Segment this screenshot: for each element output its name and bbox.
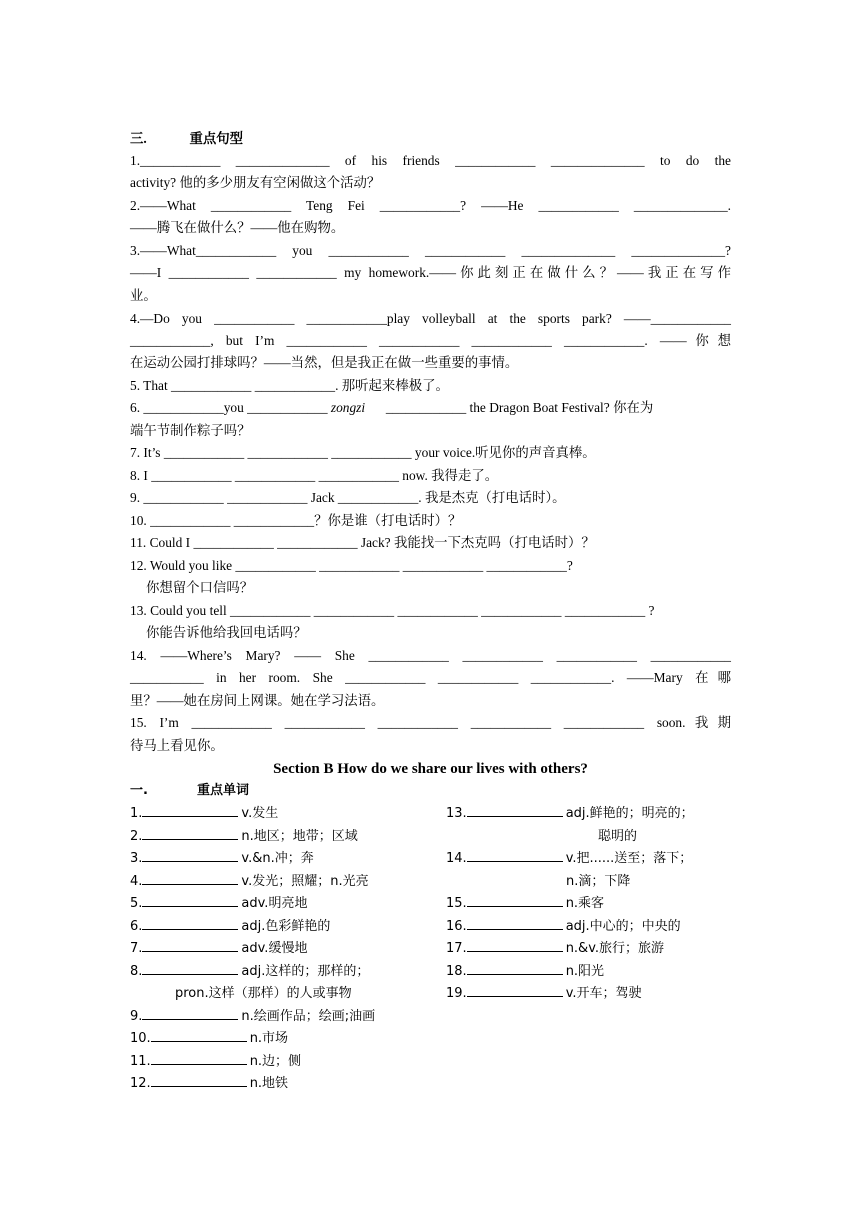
vocab-number: 3. [130,851,143,866]
sentence-line: 10. ____________ ____________？你是谁（打电话时）？ [130,513,462,528]
vocab-item [446,983,642,1005]
sentence-line: 业。 [130,288,157,303]
vocab-definition: n.边；侧 [249,1054,302,1069]
vocab-item [130,803,278,825]
vocab-blank[interactable] [467,917,563,930]
sentence-line: 15. I’m ____________ ____________ ____________ ____________ ____________ soon.我期 [130,715,731,730]
sentence-line: 11. Could I ____________ ____________ Jack? 我能找一下杰克吗（打电话时）？ [130,535,595,550]
vocab-item [446,938,664,960]
sentence-line: 在运动公园打排球吗？——当然，但是我正在做一些重要的事情。 [130,355,519,370]
sentence-line: 12. Would you like ____________ ____________ ____________ ____________? [130,558,573,573]
sentence-line: ——腾飞在做什么？——他在购物。 [130,220,345,235]
sentence-line: 你能告诉他给我回电话吗？ [146,625,307,640]
sentence-part: ____________ the Dragon Boat Festival? 你在为 [385,400,654,415]
vocab-number: 11. [130,1054,151,1069]
vocab-definition: v.发光；照耀；n.光亮 [241,874,369,889]
vocab-blank[interactable] [142,849,238,862]
vocab-number: 15. [446,896,467,911]
vocab-item [130,1051,301,1073]
vocab-item [130,871,369,893]
sentence-line: 4.—Do you ____________ ____________play volleyball at the sports park? ——____________ [130,311,731,326]
vocab-definition: n.绘画作品；绘画;油画 [241,1009,376,1024]
vocab-definition: adv.明亮地 [241,896,308,911]
sentence-line: 里？——她在房间上网课。她在学习法语。 [130,693,385,708]
vocab-definition: v.开车；驾驶 [565,986,642,1001]
section-heading-number: 三. [130,131,147,146]
vocab-blank[interactable] [467,894,563,907]
vocab-item [130,1006,375,1028]
vocab-blank[interactable] [151,1029,247,1042]
vocab-heading-number: 一. [130,783,148,798]
vocab-definition: n.&v.旅行；旅游 [565,941,665,956]
vocab-number: 13. [446,806,467,821]
vocab-item [130,938,307,960]
vocab-item [130,893,307,915]
vocab-number: 7. [130,941,143,956]
vocab-blank[interactable] [467,962,563,975]
vocab-number: 19. [446,986,467,1001]
sentence-line: 待马上看见你。 [130,738,224,753]
vocab-blank[interactable] [151,1052,247,1065]
vocab-item [446,961,604,983]
vocab-item [446,916,681,938]
vocab-definition: n.阳光 [565,964,605,979]
sentence-line: 2.——What ____________ Teng Fei ____________? ——He ____________ ______________. [130,198,731,213]
sentence-line: ___________ in her room. She ____________ ____________ ____________. ——Mary 在哪 [130,670,731,685]
vocab-item [130,848,314,870]
vocab-blank[interactable] [142,894,238,907]
sentence-line: 14. ——Where’s Mary? —— She ____________ ____________ ____________ ____________ [130,648,731,663]
vocab-blank[interactable] [467,804,563,817]
vocab-number: 8. [130,964,143,979]
sentence-line: 5. That ____________ ____________. 那听起来棒极了。 [130,378,449,393]
section-heading [130,128,731,150]
vocab-definition: v.&n.冲；奔 [241,851,314,866]
sentence-part: 6. ____________you ____________ [130,400,328,415]
section-b-title: Section B How do we share our lives with others? [273,761,588,777]
vocab-definition-continued: pron.这样（那样）的人或事物 [175,986,352,1001]
vocab-blank[interactable] [151,1074,247,1087]
sentence-line: 3.——What____________ you ____________ ____________ ______________ ______________? [130,243,731,258]
sentence-line-6 [130,397,731,419]
sentence-line: 端午节制作粽子吗？ [130,423,251,438]
sentence-line: 你想留个口信吗？ [146,580,254,595]
vocab-item [130,916,330,938]
vocab-definition: adv.缓慢地 [241,941,308,956]
vocab-number: 10. [130,1031,151,1046]
sentence-line: 7. It’s ____________ ____________ ____________ your voice.听见你的声音真棒。 [130,445,596,460]
vocab-number: 9. [130,1009,143,1024]
vocab-number: 2. [130,829,143,844]
vocab-definition: n.乘客 [565,896,605,911]
vocab-item [130,1073,288,1095]
sentence-line: 8. I ____________ ____________ ____________ now. 我得走了。 [130,468,499,483]
vocab-definition: n.地区；地带；区域 [241,829,358,844]
vocab-definition: v.把......送至；落下； [565,851,693,866]
vocab-blank[interactable] [142,872,238,885]
vocab-blank[interactable] [142,962,238,975]
vocab-item [130,1028,288,1050]
vocab-number: 5. [130,896,143,911]
vocab-item [446,803,694,825]
vocab-blank[interactable] [142,917,238,930]
vocab-definition-continued: n.滴；下降 [566,874,631,889]
vocab-heading-text: 重点单词 [197,783,250,798]
vocab-heading [130,780,731,802]
vocab-definition: v.发生 [241,806,279,821]
sentence-line: ____________, but I’m ____________ ____________ ____________ ____________. ——你想 [130,333,731,348]
vocab-blank[interactable] [142,939,238,952]
vocab-definition: n.市场 [249,1031,289,1046]
vocab-blank[interactable] [142,1007,238,1020]
vocab-blank[interactable] [142,827,238,840]
italic-word: zongzi [330,400,366,415]
vocab-number: 14. [446,851,467,866]
vocab-number: 16. [446,919,467,934]
vocab-blank[interactable] [142,804,238,817]
vocab-blank[interactable] [467,984,563,997]
vocab-definition-continued: 聪明的 [598,829,638,844]
document-page [130,0,731,1216]
vocab-item [130,961,369,983]
vocab-definition: adj.这样的；那样的； [241,964,370,979]
vocab-item [130,826,358,848]
sentence-line: activity? 他的多少朋友有空闲做这个活动？ [130,175,381,190]
vocab-definition: adj.中心的；中央的 [565,919,681,934]
vocab-number: 6. [130,919,143,934]
vocab-definition: adj.鲜艳的；明亮的； [565,806,694,821]
vocab-blank[interactable] [467,939,563,952]
vocab-number: 1. [130,806,143,821]
vocab-number: 4. [130,874,143,889]
sentence-line: 1.____________ ______________ of his friends ____________ ______________ to do the [130,153,731,168]
vocab-definition: adj.色彩鲜艳的 [241,919,331,934]
section-heading-text: 重点句型 [189,131,244,146]
vocab-number: 17. [446,941,467,956]
sentence-line: 13. Could you tell ____________ ____________ ____________ ____________ ____________ ? [130,603,655,618]
vocab-item [446,893,604,915]
sentence-line: 9. ____________ ____________ Jack ____________. 我是杰克（打电话时）。 [130,490,566,505]
vocab-definition: n.地铁 [249,1076,289,1091]
vocab-number: 18. [446,964,467,979]
vocab-number: 12. [130,1076,151,1091]
sentence-line: ——I ____________ ____________ my homework.——你此刻正在做什么？——我正在写作 [130,265,731,280]
vocab-blank[interactable] [467,849,563,862]
vocab-item [446,848,692,870]
